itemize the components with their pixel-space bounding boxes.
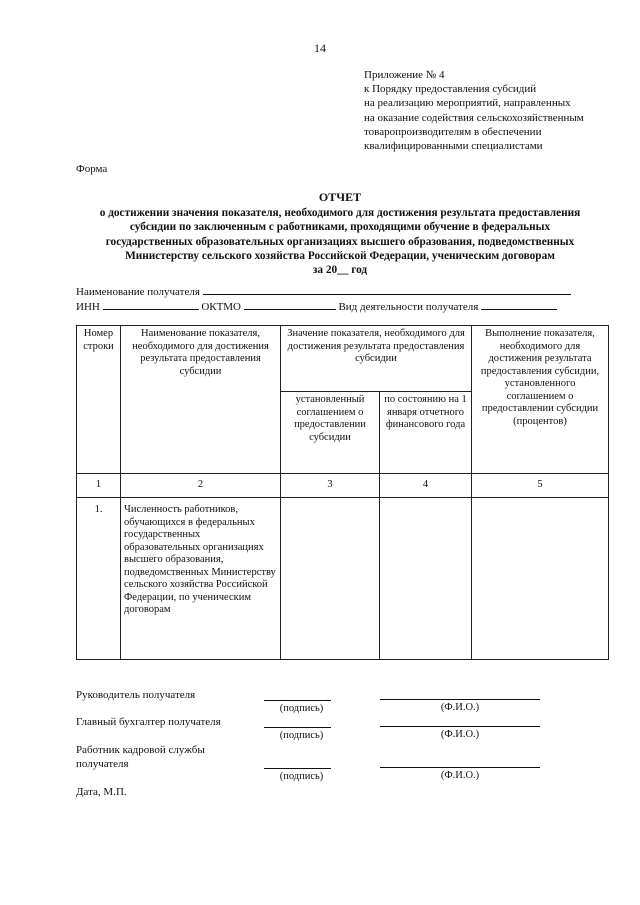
hr-signature-caption: (подпись): [279, 771, 324, 782]
date-stamp-label: Дата, М.П.: [76, 786, 127, 798]
col-number-5: 5: [472, 474, 609, 498]
oktmo-label: ОКТМО: [201, 301, 241, 313]
page-number: 14: [314, 41, 326, 55]
row-fulfilment-cell[interactable]: [472, 498, 609, 660]
row-value-agreement-cell[interactable]: [281, 498, 380, 660]
header-indicator-name: Наименование показателя, необходимого для достижения результата предоставления субсидии: [121, 326, 281, 474]
inn-field[interactable]: [103, 299, 199, 310]
accountant-signature-caption: (подпись): [279, 730, 324, 741]
head-label: Руководитель получателя: [76, 689, 196, 701]
recipient-name-label: Наименование получателя: [76, 286, 200, 298]
appendix-block: [364, 68, 624, 153]
head-signature-line[interactable]: [264, 700, 331, 701]
hr-signature-line[interactable]: [264, 768, 331, 769]
appendix-line: на реализацию мероприятий, направленных: [364, 97, 571, 110]
title-line: Министерству сельского хозяйства Российской Федерации, ученическим договорам: [125, 249, 555, 262]
header-row-number: Номер строки: [77, 326, 121, 474]
accountant-label: Главный бухгалтер получателя: [76, 716, 221, 728]
row-indicator-name: Численность работников, обучающихся в федеральных государственных образовательных организациях высшего образования, подведомственных Министерству сельского хозяйства Российской Федерации, по ученическим договорам: [121, 498, 281, 660]
hr-label-line2: получателя: [76, 758, 129, 770]
head-name-line[interactable]: [380, 699, 540, 700]
col-number-3: 3: [281, 474, 380, 498]
appendix-line: Приложение № 4: [364, 69, 445, 81]
row-number: 1.: [77, 498, 121, 660]
activity-field[interactable]: [481, 299, 557, 310]
accountant-signature-line[interactable]: [264, 727, 331, 728]
table-row: [77, 498, 609, 660]
appendix-line: квалифицированными специалистами: [364, 140, 543, 153]
indicator-table: [76, 325, 609, 660]
col-number-4: 4: [380, 474, 472, 498]
accountant-name-line[interactable]: [380, 726, 540, 727]
hr-name-caption: (Ф.И.О.): [440, 770, 480, 781]
col-number-1: 1: [77, 474, 121, 498]
recipient-block: [76, 284, 586, 314]
row-value-date-cell[interactable]: [380, 498, 472, 660]
title-line: государственных образовательных организациях высшего образования, подведомственных: [105, 235, 575, 248]
hr-name-line[interactable]: [380, 767, 540, 768]
head-signature-caption: (подпись): [279, 703, 324, 714]
appendix-line: товаропроизводителям в обеспечении: [364, 125, 542, 138]
appendix-line: на оказание содействия сельскохозяйственным: [364, 111, 584, 124]
header-fulfilment: Выполнение показателя, необходимого для достижения результата предоставления субсидии, установленного соглашением о предоставлении субсидии (процентов): [472, 326, 609, 474]
hr-label-line1: Работник кадровой службы: [76, 744, 205, 756]
oktmo-field[interactable]: [244, 299, 336, 310]
inn-label: ИНН: [76, 301, 100, 313]
report-heading: ОТЧЕТ: [318, 190, 362, 204]
accountant-name-caption: (Ф.И.О.): [440, 729, 480, 740]
header-value-on-date: по состоянию на 1 января отчетного финансового года: [380, 392, 472, 474]
appendix-line: к Порядку предоставления субсидий: [364, 83, 537, 96]
activity-label: Вид деятельности получателя: [338, 301, 479, 313]
head-name-caption: (Ф.И.О.): [440, 702, 480, 713]
title-line: субсидии по заключенным с работниками, проходящими обучение в федеральных: [129, 221, 551, 234]
title-year-line: за 20__ год: [312, 264, 368, 277]
title-line: о достижении значения показателя, необходимого для достижения результата предоставления: [99, 207, 581, 220]
col-number-2: 2: [121, 474, 281, 498]
form-label: Форма: [76, 163, 108, 175]
recipient-name-field[interactable]: [203, 284, 571, 295]
report-title: [60, 190, 620, 277]
header-value-agreement: установленный соглашением о предоставлении субсидии: [281, 392, 380, 474]
header-indicator-value: Значение показателя, необходимого для достижения результата предоставления субсидии: [281, 326, 472, 392]
